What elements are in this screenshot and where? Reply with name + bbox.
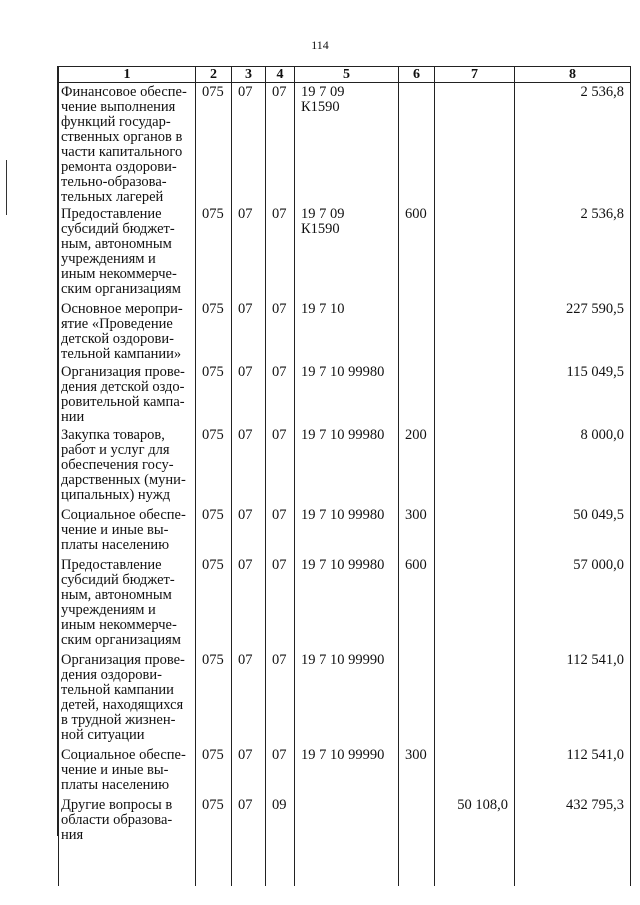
code-col-3: 07: [232, 796, 266, 866]
code-col-6: [399, 300, 435, 363]
code-col-3: 07: [232, 426, 266, 506]
code-col-3: 07: [232, 205, 266, 300]
code-col-6: 200: [399, 426, 435, 506]
code-col-3: 07: [232, 506, 266, 556]
code-col-3: 07: [232, 651, 266, 746]
code-col-2: 075: [196, 506, 232, 556]
table-row: [59, 363, 631, 426]
code-col-4: 07: [266, 651, 295, 746]
code-col-2: 075: [196, 796, 232, 866]
code-col-5: 19 7 10 99980: [295, 556, 399, 651]
code-col-5: 19 7 10 99980: [295, 426, 399, 506]
header-col-7: 7: [435, 67, 515, 83]
code-col-4: 07: [266, 556, 295, 651]
row-label: Предоставление субсидий бюджет- ным, автономным учреждениям и иным некоммерче- ским организациям: [59, 205, 196, 300]
code-col-4: 07: [266, 83, 295, 206]
code-col-2: 075: [196, 556, 232, 651]
row-label: Организация прове- дения детской оздо- ровительной кампа- нии: [59, 363, 196, 426]
code-col-3: 07: [232, 300, 266, 363]
code-col-2: 075: [196, 651, 232, 746]
amount-col-7: [435, 746, 515, 796]
filler-cell: [266, 866, 295, 886]
code-col-6: [399, 796, 435, 866]
code-col-6: 600: [399, 205, 435, 300]
amount-col-8: 227 590,5: [515, 300, 631, 363]
header-col-3: 3: [232, 67, 266, 83]
table-row: [59, 746, 631, 796]
header-row: [59, 67, 631, 83]
amount-col-7: [435, 300, 515, 363]
table-body: [59, 83, 631, 887]
amount-col-8: 2 536,8: [515, 205, 631, 300]
code-col-3: 07: [232, 363, 266, 426]
code-col-2: 075: [196, 426, 232, 506]
table-row: [59, 300, 631, 363]
code-col-5: [295, 796, 399, 866]
code-col-6: 300: [399, 506, 435, 556]
row-label: Финансовое обеспе- чение выполнения функций государ- ственных органов в части капитального ремонта оздорови- тельно-образова- тельных лагерей: [59, 83, 196, 206]
amount-col-7: [435, 426, 515, 506]
row-label: Закупка товаров, работ и услуг для обеспечения госу- дарственных (муни- ципальных) нужд: [59, 426, 196, 506]
code-col-6: [399, 83, 435, 206]
filler-cell: [435, 866, 515, 886]
header-col-1: 1: [59, 67, 196, 83]
page-number: 114: [311, 38, 329, 52]
code-col-6: [399, 363, 435, 426]
table-row: [59, 426, 631, 506]
filler-cell: [515, 866, 631, 886]
code-col-4: 07: [266, 205, 295, 300]
code-col-4: 07: [266, 426, 295, 506]
table-row: [59, 796, 631, 866]
amount-col-7: [435, 506, 515, 556]
amount-col-7: [435, 651, 515, 746]
code-col-5: 19 7 10 99980: [295, 506, 399, 556]
code-col-5: 19 7 10 99990: [295, 651, 399, 746]
amount-col-7: [435, 363, 515, 426]
code-col-6: 600: [399, 556, 435, 651]
table-row: [59, 506, 631, 556]
code-col-2: 075: [196, 363, 232, 426]
code-col-4: 07: [266, 746, 295, 796]
filler-cell: [59, 866, 196, 886]
table-row: [59, 83, 631, 206]
amount-col-7: [435, 83, 515, 206]
amount-col-8: 8 000,0: [515, 426, 631, 506]
amount-col-7: [435, 556, 515, 651]
code-col-5: 19 7 10 99990: [295, 746, 399, 796]
code-col-4: 07: [266, 506, 295, 556]
code-col-4: 07: [266, 300, 295, 363]
row-label: Другие вопросы в области образова- ния: [59, 796, 196, 866]
header-col-5: 5: [295, 67, 399, 83]
code-col-3: 07: [232, 556, 266, 651]
row-label: Предоставление субсидий бюджет- ным, автономным учреждениям и иным некоммерче- ским организациям: [59, 556, 196, 651]
code-col-2: 075: [196, 83, 232, 206]
code-col-3: 07: [232, 83, 266, 206]
amount-col-8: 50 049,5: [515, 506, 631, 556]
code-col-5: 19 7 09 К1590: [295, 205, 399, 300]
amount-col-8: 112 541,0: [515, 746, 631, 796]
code-col-6: 300: [399, 746, 435, 796]
header-col-2: 2: [196, 67, 232, 83]
table-row: [59, 651, 631, 746]
amount-col-8: 2 536,8: [515, 83, 631, 206]
code-col-4: 09: [266, 796, 295, 866]
row-label: Социальное обеспе- чение и иные вы- платы населению: [59, 506, 196, 556]
filler-cell: [232, 866, 266, 886]
amount-col-7: [435, 205, 515, 300]
budget-table: [58, 66, 631, 886]
filler-cell: [196, 866, 232, 886]
filler-cell: [295, 866, 399, 886]
row-label: Социальное обеспе- чение и иные вы- платы населению: [59, 746, 196, 796]
amount-col-7: 50 108,0: [435, 796, 515, 866]
code-col-5: 19 7 10: [295, 300, 399, 363]
amount-col-8: 57 000,0: [515, 556, 631, 651]
header-col-6: 6: [399, 67, 435, 83]
row-label: Основное меропри- ятие «Проведение детской оздорови- тельной кампании»: [59, 300, 196, 363]
budget-table-container: [57, 66, 630, 843]
amount-col-8: 112 541,0: [515, 651, 631, 746]
code-col-2: 075: [196, 300, 232, 363]
code-col-4: 07: [266, 363, 295, 426]
filler-cell: [399, 866, 435, 886]
code-col-2: 075: [196, 746, 232, 796]
code-col-5: 19 7 10 99980: [295, 363, 399, 426]
code-col-5: 19 7 09 К1590: [295, 83, 399, 206]
amount-col-8: 115 049,5: [515, 363, 631, 426]
code-col-3: 07: [232, 746, 266, 796]
table-row: [59, 556, 631, 651]
table-filler-row: [59, 866, 631, 886]
code-col-2: 075: [196, 205, 232, 300]
header-col-8: 8: [515, 67, 631, 83]
scan-edge-mark: [6, 160, 7, 215]
code-col-6: [399, 651, 435, 746]
header-col-4: 4: [266, 67, 295, 83]
amount-col-8: 432 795,3: [515, 796, 631, 866]
table-row: [59, 205, 631, 300]
row-label: Организация прове- дения оздорови- тельной кампании детей, находящихся в трудной жизнен- ной ситуации: [59, 651, 196, 746]
